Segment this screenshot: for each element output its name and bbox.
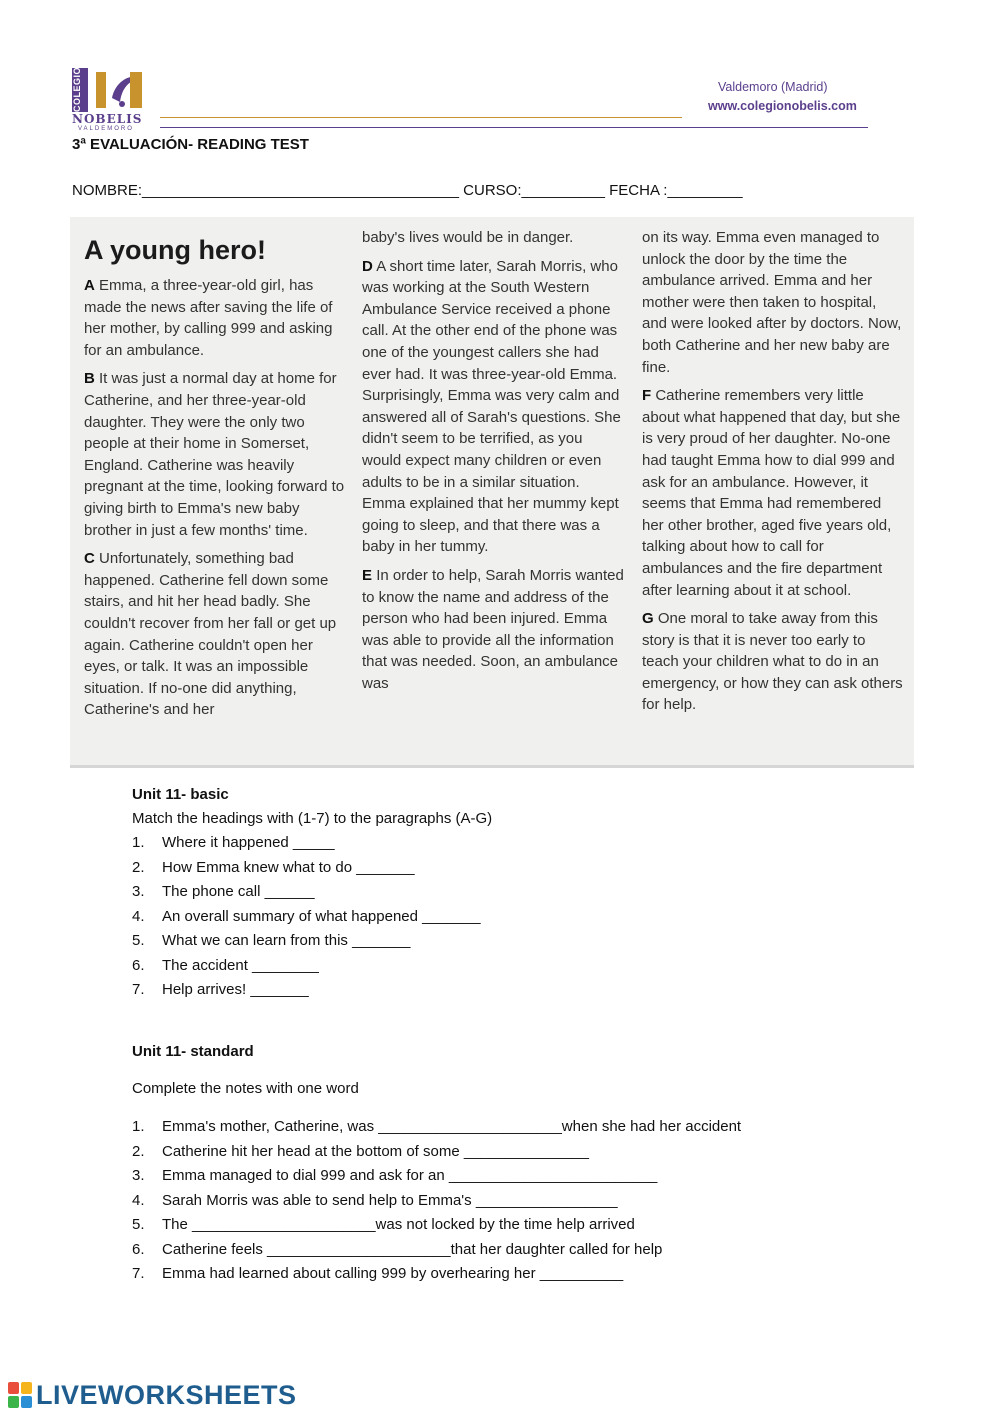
school-website: www.colegionobelis.com xyxy=(708,99,857,113)
header-divider-orange xyxy=(160,117,682,118)
paragraph-d: D A short time later, Sarah Morris, who was working at the South Western Ambulance Service received a phone call. At the other end of the phone was one of the youngest callers she had ever had. It was three-year-old Emma. Surprisingly, Emma was very calm and answered all of Sarah's questions. She didn't seem to be terrified, as you would expect many children or even adults to be in a similar situation. Emma explained that her mummy kept going to sleep, and that there was a baby in her tummy. xyxy=(362,257,621,556)
paragraph-c-continued: baby's lives would be in danger. xyxy=(362,229,574,246)
standard-instruction: Complete the notes with one word xyxy=(132,1080,359,1097)
paragraph-a: A Emma, a three-year-old girl, has made the news after saving the life of her mother, by calling 999 and asking for an ambulance. xyxy=(84,277,333,359)
list-item[interactable]: 7. Help arrives! _______ xyxy=(132,981,309,998)
list-item[interactable]: 4. Sarah Morris was able to send help to Emma's _________________ xyxy=(132,1191,618,1209)
list-item[interactable]: 5. The ______________________was not locked by the time help arrived xyxy=(132,1216,635,1233)
school-logo xyxy=(72,64,152,134)
basic-list xyxy=(132,831,481,1003)
basic-heading: Unit 11- basic xyxy=(132,786,229,803)
paragraph-e-continued: on its way. Emma even managed to unlock the door by the time the ambulance arrived. Emma and her mother were then taken to hospital, and were looked after by doctors. Now, both Catherine and her new baby are fine. xyxy=(642,229,902,376)
liveworksheets-brand[interactable] xyxy=(8,1380,297,1410)
logo-place: VALDEMORO xyxy=(78,126,134,132)
list-item[interactable]: 6. The accident ________ xyxy=(132,956,319,974)
test-title: 3ª EVALUACIÓN- READING TEST xyxy=(72,136,309,153)
reading-panel xyxy=(70,217,914,765)
reading-column-3 xyxy=(642,227,904,723)
logo-name: NOBELIS xyxy=(72,112,143,126)
list-item[interactable]: 4. An overall summary of what happened _______ xyxy=(132,907,481,925)
list-item[interactable]: 1. Emma's mother, Catherine, was ______________________when she had her accident xyxy=(132,1118,742,1135)
list-item[interactable]: 5. What we can learn from this _______ xyxy=(132,932,411,949)
reading-column-2 xyxy=(362,227,624,701)
logo-vertical-text: COLEGIO xyxy=(72,68,88,112)
list-item[interactable]: 7. Emma had learned about calling 999 by overhearing her __________ xyxy=(132,1265,624,1282)
list-item[interactable]: 3. The phone call ______ xyxy=(132,883,315,900)
paragraph-f: F Catherine remembers very little about what happened that day, but she is very proud of her daughter. No-one had taught Emma how to dial 999 and ask for an ambulance. However, it seems that Emma had remembered her other brother, aged five years old, talking about how to call for ambulances and the fire department after learning about it at school. xyxy=(642,387,901,599)
list-item[interactable]: 2. How Emma knew what to do _______ xyxy=(132,858,415,876)
paragraph-b: B It was just a normal day at home for Catherine, and her three-year-old daughter. They were the only two people at their home in Somerset, England. Catherine was heavily pregnant at the time, looking forward to giving birth to Emma's new baby brother in just a few months' time. xyxy=(84,370,345,539)
paragraph-e: E In order to help, Sarah Morris wanted to know the name and address of the person who had been injured. Emma was able to provide all the information that was needed. Soon, an ambulance was xyxy=(362,566,624,692)
header-divider-purple xyxy=(160,127,868,128)
paragraph-c: C Unfortunately, something bad happened. Catherine fell down some stairs, and hit her head badly. She couldn't recover from her fall or get up again. Catherine couldn't open her eyes, or talk. It was an impossible situation. If no-one did anything, Catherine's and her xyxy=(84,550,337,719)
school-location: Valdemoro (Madrid) xyxy=(718,80,828,94)
standard-list xyxy=(132,1115,741,1287)
list-item[interactable]: 2. Catherine hit her head at the bottom of some _______________ xyxy=(132,1142,589,1160)
brand-text: LIVEWORKSHEETS xyxy=(36,1379,297,1410)
list-item[interactable]: 3. Emma managed to dial 999 and ask for an _________________________ xyxy=(132,1167,658,1184)
standard-heading: Unit 11- standard xyxy=(132,1043,254,1060)
liveworksheets-logo-icon xyxy=(8,1382,32,1408)
story-title: A young hero! xyxy=(84,235,266,265)
student-info-line: NOMBRE:______________________________________ CURSO:__________ FECHA :_________ xyxy=(72,182,743,199)
reading-column-1 xyxy=(84,227,346,728)
logo-emblem-icon xyxy=(92,68,146,112)
paragraph-g: G One moral to take away from this story is that it is never too early to teach your children what to do in an emergency, or how they can ask others for help. xyxy=(642,610,903,714)
list-item[interactable]: 6. Catherine feels ______________________that her daughter called for help xyxy=(132,1240,663,1258)
basic-instruction: Match the headings with (1-7) to the paragraphs (A-G) xyxy=(132,810,493,827)
list-item[interactable]: 1. Where it happened _____ xyxy=(132,834,335,851)
